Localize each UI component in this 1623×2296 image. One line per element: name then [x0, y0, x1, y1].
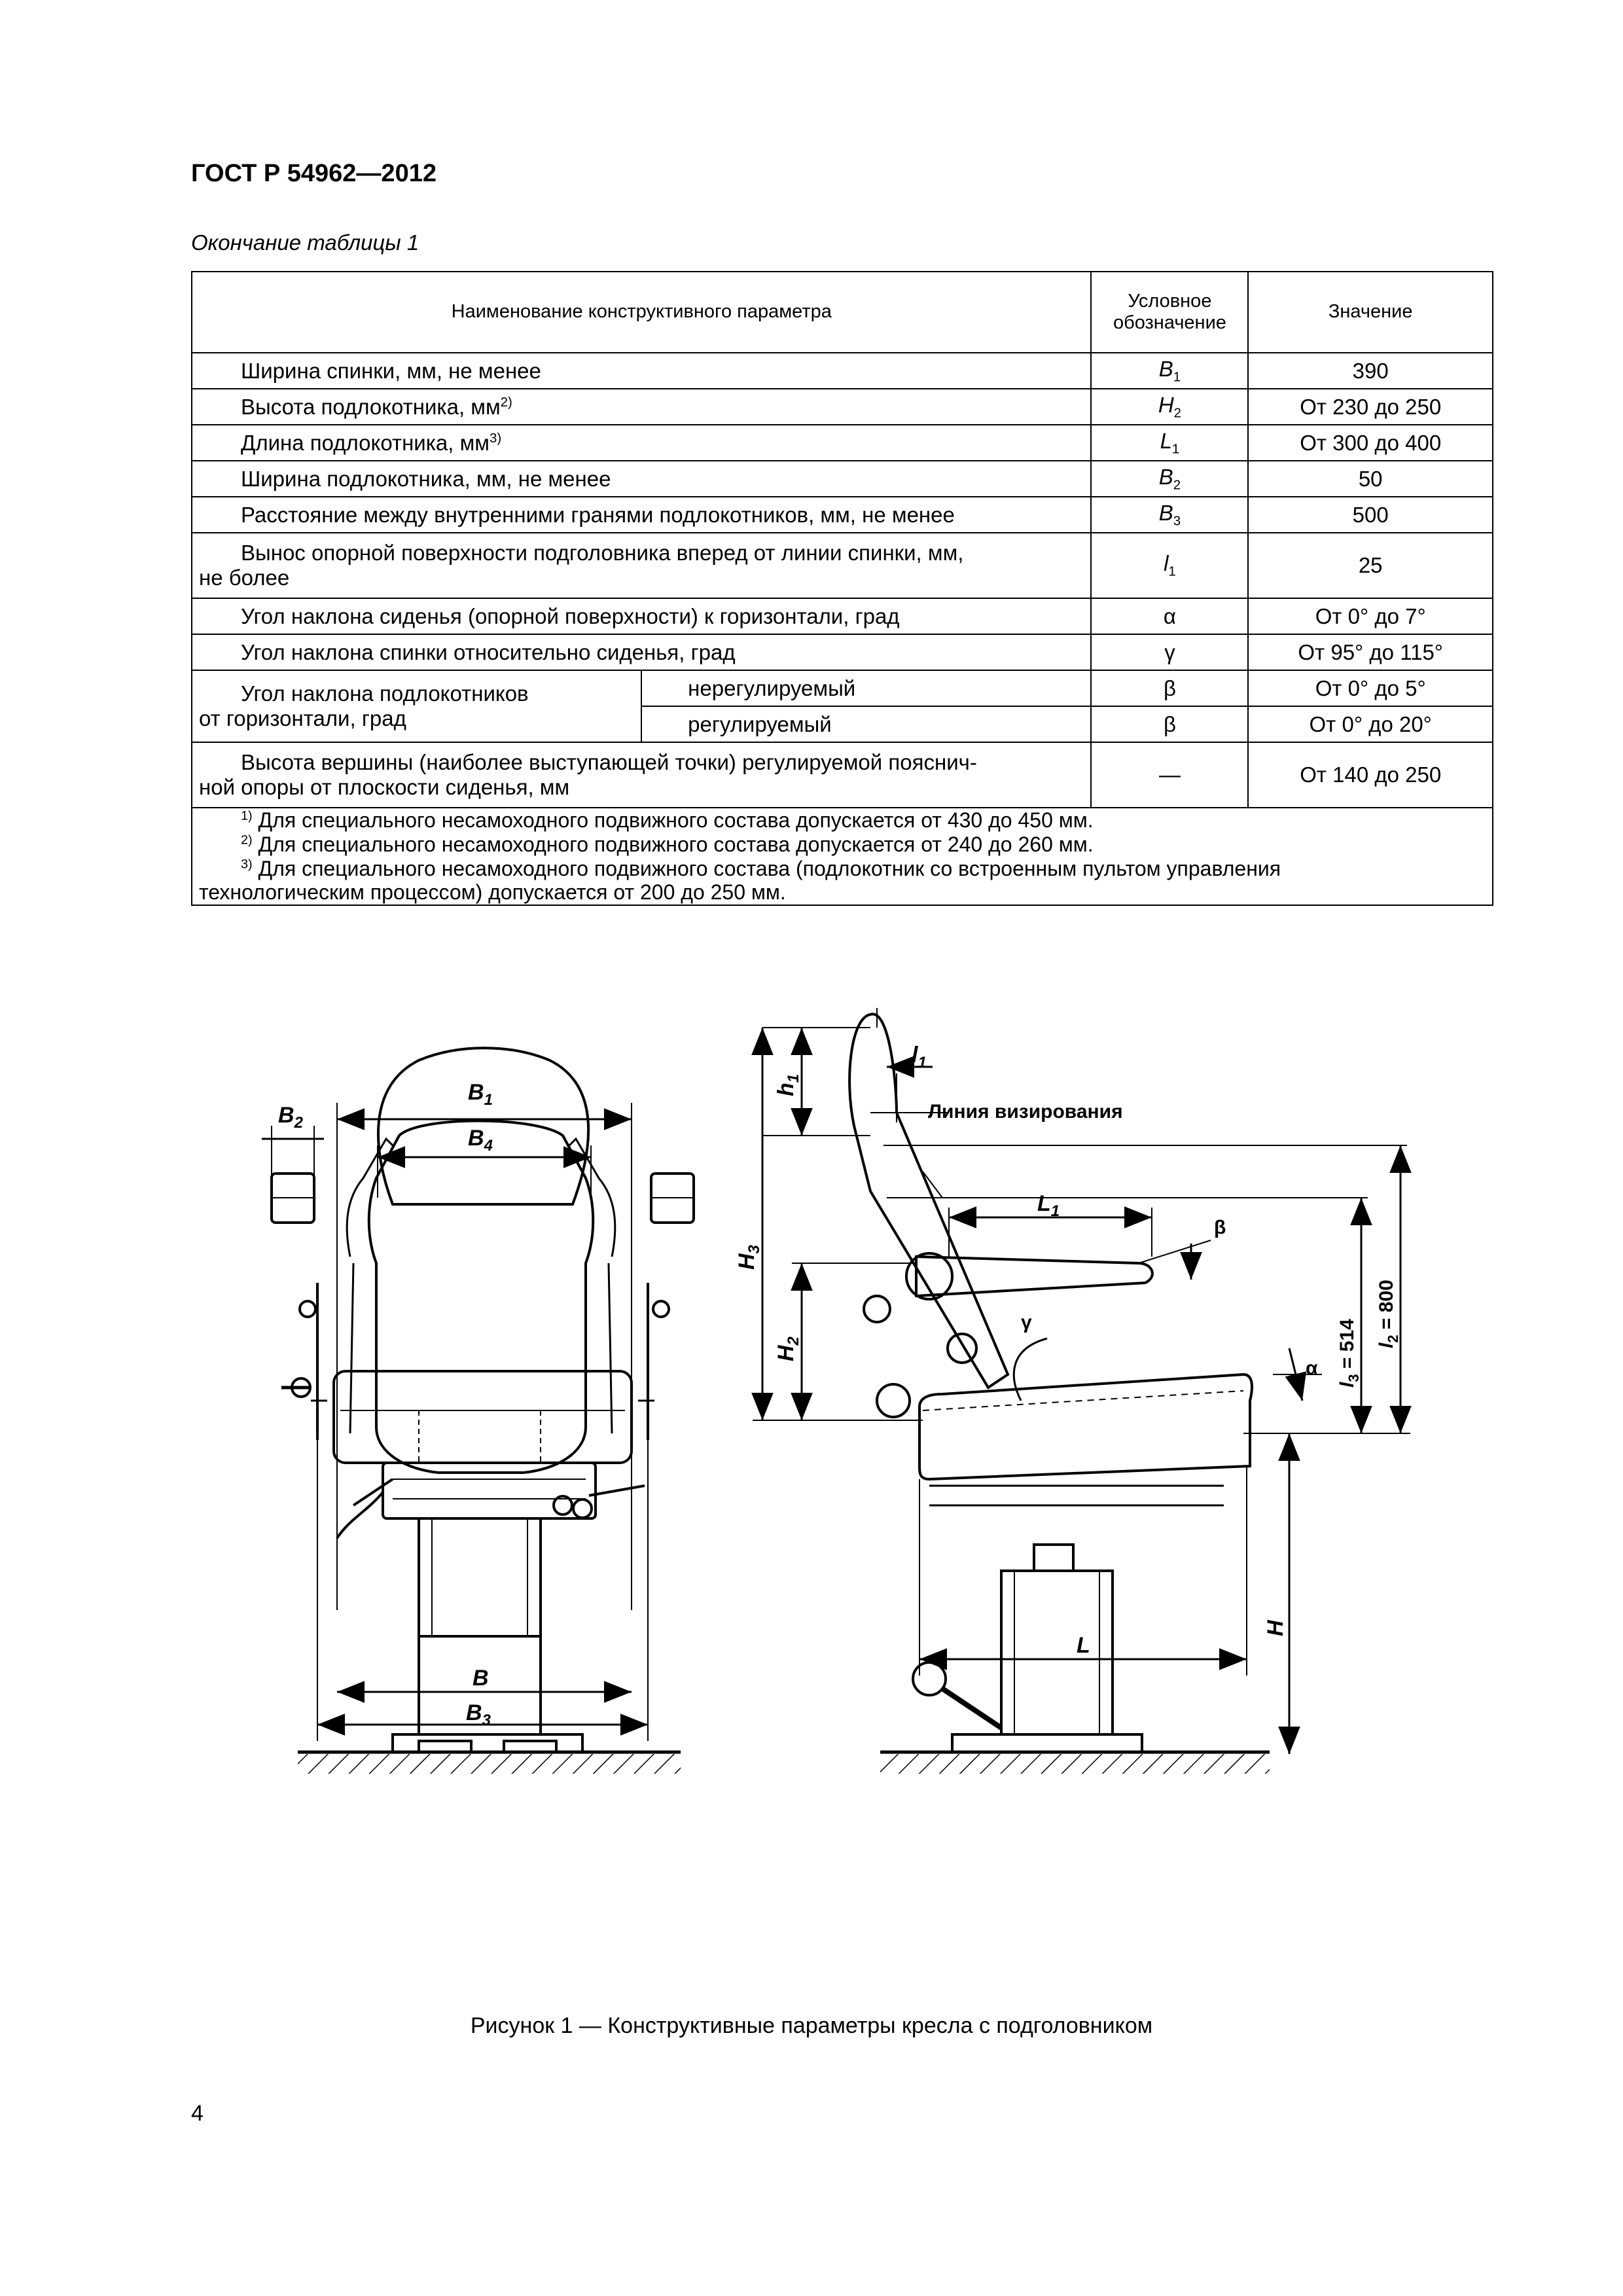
- label-h2: $H_2$: [774, 1336, 802, 1361]
- param-value: От 300 до 400: [1248, 425, 1493, 461]
- param-value: От 95° до 115°: [1248, 634, 1493, 670]
- label-h1: $h_1$: [774, 1073, 802, 1096]
- table-row: [192, 634, 1493, 670]
- label-l1-arm: $L_1$: [1037, 1191, 1060, 1220]
- param-symbol: $B_1$: [1091, 353, 1248, 389]
- param-symbol: $H_2$: [1091, 389, 1248, 425]
- param-value: От 230 до 250: [1248, 389, 1493, 425]
- label-sight-line: Линия визирования: [928, 1101, 1123, 1122]
- label-l: L: [1077, 1633, 1090, 1658]
- label-l3: $l_3 = 514$: [1336, 1319, 1362, 1388]
- param-symbol: α: [1091, 598, 1248, 634]
- armrest-sym: β: [1091, 670, 1248, 706]
- armrest-sym: β: [1091, 706, 1248, 742]
- label-l2: $l_2 = 800$: [1376, 1280, 1401, 1348]
- param-name: Расстояние между внутренними гранями подлокотников, мм, не менее: [192, 497, 1091, 533]
- col-header-value: Значение: [1248, 272, 1493, 353]
- table-row: [192, 389, 1493, 425]
- label-b1: $B_1$: [468, 1080, 493, 1109]
- table-row: [192, 533, 1493, 598]
- table-row: [192, 353, 1493, 389]
- label-beta: β: [1214, 1217, 1226, 1238]
- table-caption: Окончание таблицы 1: [191, 230, 419, 255]
- front-view: [262, 1048, 694, 1774]
- page-number: 4: [191, 2101, 204, 2126]
- table-row: [192, 497, 1493, 533]
- footnote: $^{1)}$ Для специального несамоходного подвижного состава допускается от 430 до 450 мм.: [241, 808, 1094, 832]
- label-gamma: γ: [1021, 1312, 1032, 1333]
- col-header-symbol: Условное обозначение: [1091, 272, 1248, 353]
- param-value: 500: [1248, 497, 1493, 533]
- param-name: Угол наклона сиденья (опорной поверхности) к горизонтали, град: [192, 598, 1091, 634]
- param-symbol: $l_1$: [1091, 533, 1248, 598]
- param-value: 50: [1248, 461, 1493, 497]
- footnote: $^{3)}$ Для специального несамоходного подвижного состава (подлокотник со встроенным пультом управления: [241, 856, 1281, 880]
- table-row: [192, 742, 1493, 808]
- param-symbol: γ: [1091, 634, 1248, 670]
- armrest-value: От 0° до 5°: [1248, 670, 1493, 706]
- table-row: [192, 598, 1493, 634]
- param-name: Вынос опорной поверхности подголовника вперед от линии спинки, мм, не более: [192, 533, 1091, 598]
- param-name: Ширина спинки, мм, не менее: [192, 353, 1091, 389]
- table-row: [192, 670, 1493, 706]
- side-view: [753, 1008, 1410, 1774]
- table-row: [192, 461, 1493, 497]
- armrest-angle-name: Угол наклона подлокотников от горизонтали, град: [192, 670, 641, 742]
- param-name: Длина подлокотника, $мм^{3)}$: [192, 425, 1091, 461]
- lumbar-value: От 140 до 250: [1248, 742, 1493, 808]
- lumbar-name: Высота вершины (наиболее выступающей точки) регулируемой пояснич- ной опоры от плоскости сиденья, мм: [192, 742, 1091, 808]
- param-value: 390: [1248, 353, 1493, 389]
- param-name: Угол наклона спинки относительно сиденья, град: [192, 634, 1091, 670]
- param-name: Высота подлокотника, $мм^{2)}$: [192, 389, 1091, 425]
- label-h3: $H_3$: [734, 1245, 763, 1270]
- armrest-kind: нерегулируемый: [641, 670, 1091, 706]
- footnote: технологическим процессом) допускается от 200 до 250 мм.: [199, 880, 786, 905]
- parameters-table: [191, 271, 1493, 906]
- param-symbol: $B_3$: [1091, 497, 1248, 533]
- lumbar-sym: —: [1091, 742, 1248, 808]
- label-b: B: [473, 1666, 489, 1691]
- param-symbol: $L_1$: [1091, 425, 1248, 461]
- label-b2: $B_2$: [278, 1103, 303, 1132]
- armrest-kind: регулируемый: [641, 706, 1091, 742]
- footnotes-row: [192, 808, 1493, 905]
- footnotes: [192, 808, 1493, 905]
- label-l1: $l_1$: [912, 1043, 927, 1071]
- seat-figure: [0, 982, 1623, 2003]
- label-b4: $B_4$: [468, 1126, 493, 1155]
- param-name: Ширина подлокотника, мм, не менее: [192, 461, 1091, 497]
- figure-caption: Рисунок 1 — Конструктивные параметры кресла с подголовником: [470, 2013, 1153, 2038]
- param-value: 25: [1248, 533, 1493, 598]
- label-alpha: α: [1306, 1357, 1318, 1379]
- label-b3: $B_3$: [466, 1700, 491, 1729]
- param-symbol: $B_2$: [1091, 461, 1248, 497]
- table-header-row: [192, 272, 1493, 353]
- label-h: H: [1263, 1620, 1288, 1636]
- col-header-name: Наименование конструктивного параметра: [192, 272, 1091, 353]
- footnote: $^{2)}$ Для специального несамоходного подвижного состава допускается от 240 до 260 мм.: [241, 832, 1094, 856]
- table-row: [192, 425, 1493, 461]
- armrest-value: От 0° до 20°: [1248, 706, 1493, 742]
- param-value: От 0° до 7°: [1248, 598, 1493, 634]
- document-header: ГОСТ Р 54962—2012: [191, 160, 437, 187]
